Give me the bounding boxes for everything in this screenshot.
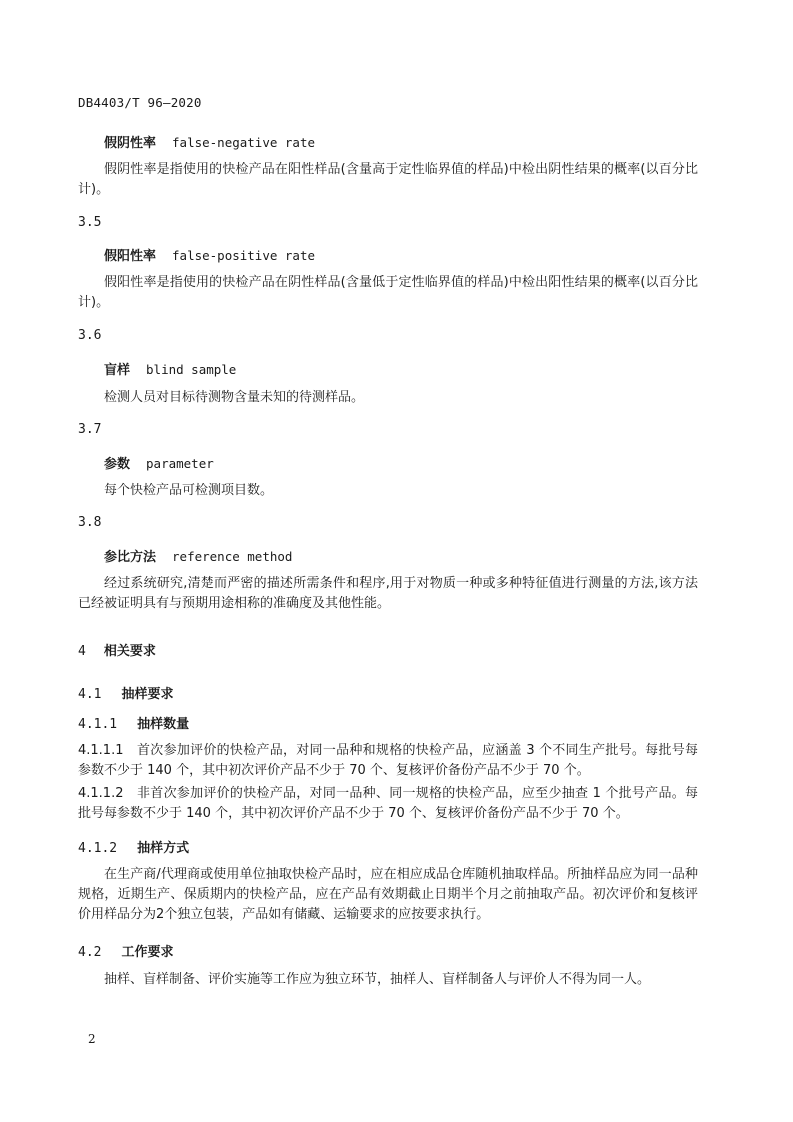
document-id-header: DB4403/T 96—2020 <box>78 95 202 110</box>
term-parameter <box>104 453 214 472</box>
term-zh: 参比方法 <box>104 550 157 565</box>
section-heading-4 <box>78 640 156 659</box>
clause-4-1-2-text: 在生产商/代理商或使用单位抽取快检产品时，应在相应成品仓库随机抽取样品。所抽样品应为同一品种规格，近期生产、保质期内的快检产品，应在产品有效期截止日期半个月之前抽取产品。初次评价和复核评价用样品分为2个独立包装，产品如有储藏、运输要求的应按要求执行。 <box>78 867 698 922</box>
section-title: 相关要求 <box>103 644 156 659</box>
section-number: 4.1 <box>78 687 102 702</box>
term-definition: 假阴性率是指使用的快检产品在阳性样品(含量高于定性临界值的样品)中检出阴性结果的概率(以百分比计)。 <box>78 162 698 197</box>
section-number: 4 <box>78 644 86 659</box>
term-zh: 盲样 <box>104 363 131 378</box>
section-heading-4-2 <box>78 941 174 960</box>
term-zh: 假阳性率 <box>104 249 157 264</box>
term-definition: 假阳性率是指使用的快检产品在阴性样品(含量低于定性临界值的样品)中检出阳性结果的概率(以百分比计)。 <box>78 275 698 310</box>
term-en: blind sample <box>146 362 237 377</box>
term-en: reference method <box>172 549 293 564</box>
term-false-positive <box>104 245 315 264</box>
term-zh: 参数 <box>104 457 131 472</box>
clause-4-2-text: 抽样、盲样制备、评价实施等工作应为独立环节，抽样人、盲样制备人与评价人不得为同一人。 <box>104 972 651 987</box>
section-title: 抽样数量 <box>137 717 190 732</box>
section-number: 4.1.1 <box>78 717 118 732</box>
section-title: 抽样方式 <box>137 841 190 856</box>
section-title: 抽样要求 <box>121 687 174 702</box>
term-en: false-negative rate <box>172 135 316 150</box>
term-en: false-positive rate <box>172 248 316 263</box>
clause-number: 3.5 <box>78 215 102 230</box>
clause-4-1-1-2: 4.1.1.2 非首次参加评价的快检产品，对同一品种、同一规格的快检产品，应至少抽查 1 个批号产品。每批号每参数不少于 140 个，其中初次评价产品不少于 70 个、复核评价备份产品不少于 70 个。 <box>78 786 698 821</box>
term-false-negative <box>104 132 315 151</box>
section-number: 4.1.2 <box>78 841 118 856</box>
term-definition: 每个快检产品可检测项目数。 <box>104 483 274 498</box>
section-heading-4-1 <box>78 683 174 702</box>
clause-number: 3.7 <box>78 422 102 437</box>
term-reference-method <box>104 546 292 565</box>
term-definition: 检测人员对目标待测物含量未知的待测样品。 <box>104 390 365 405</box>
section-title: 工作要求 <box>121 945 174 960</box>
page-number: 2 <box>88 1032 96 1046</box>
clause-4-1-1-1: 4.1.1.1 首次参加评价的快检产品，对同一品种和规格的快检产品，应涵盖 3 个不同生产批号。每批号每参数不少于 140 个，其中初次评价产品不少于 70 个、复核评价备份产品不少于 70 个。 <box>78 743 698 778</box>
term-definition: 经过系统研究,清楚而严密的描述所需条件和程序,用于对物质一种或多种特征值进行测量的方法,该方法已经被证明具有与预期用途相称的准确度及其他性能。 <box>78 576 698 611</box>
term-zh: 假阴性率 <box>104 136 157 151</box>
clause-number: 3.6 <box>78 328 102 343</box>
section-number: 4.2 <box>78 945 102 960</box>
term-blind-sample <box>104 359 236 378</box>
clause-number: 3.8 <box>78 515 102 530</box>
term-en: parameter <box>146 456 214 471</box>
section-heading-4-1-2 <box>78 837 189 856</box>
section-heading-4-1-1 <box>78 713 189 732</box>
